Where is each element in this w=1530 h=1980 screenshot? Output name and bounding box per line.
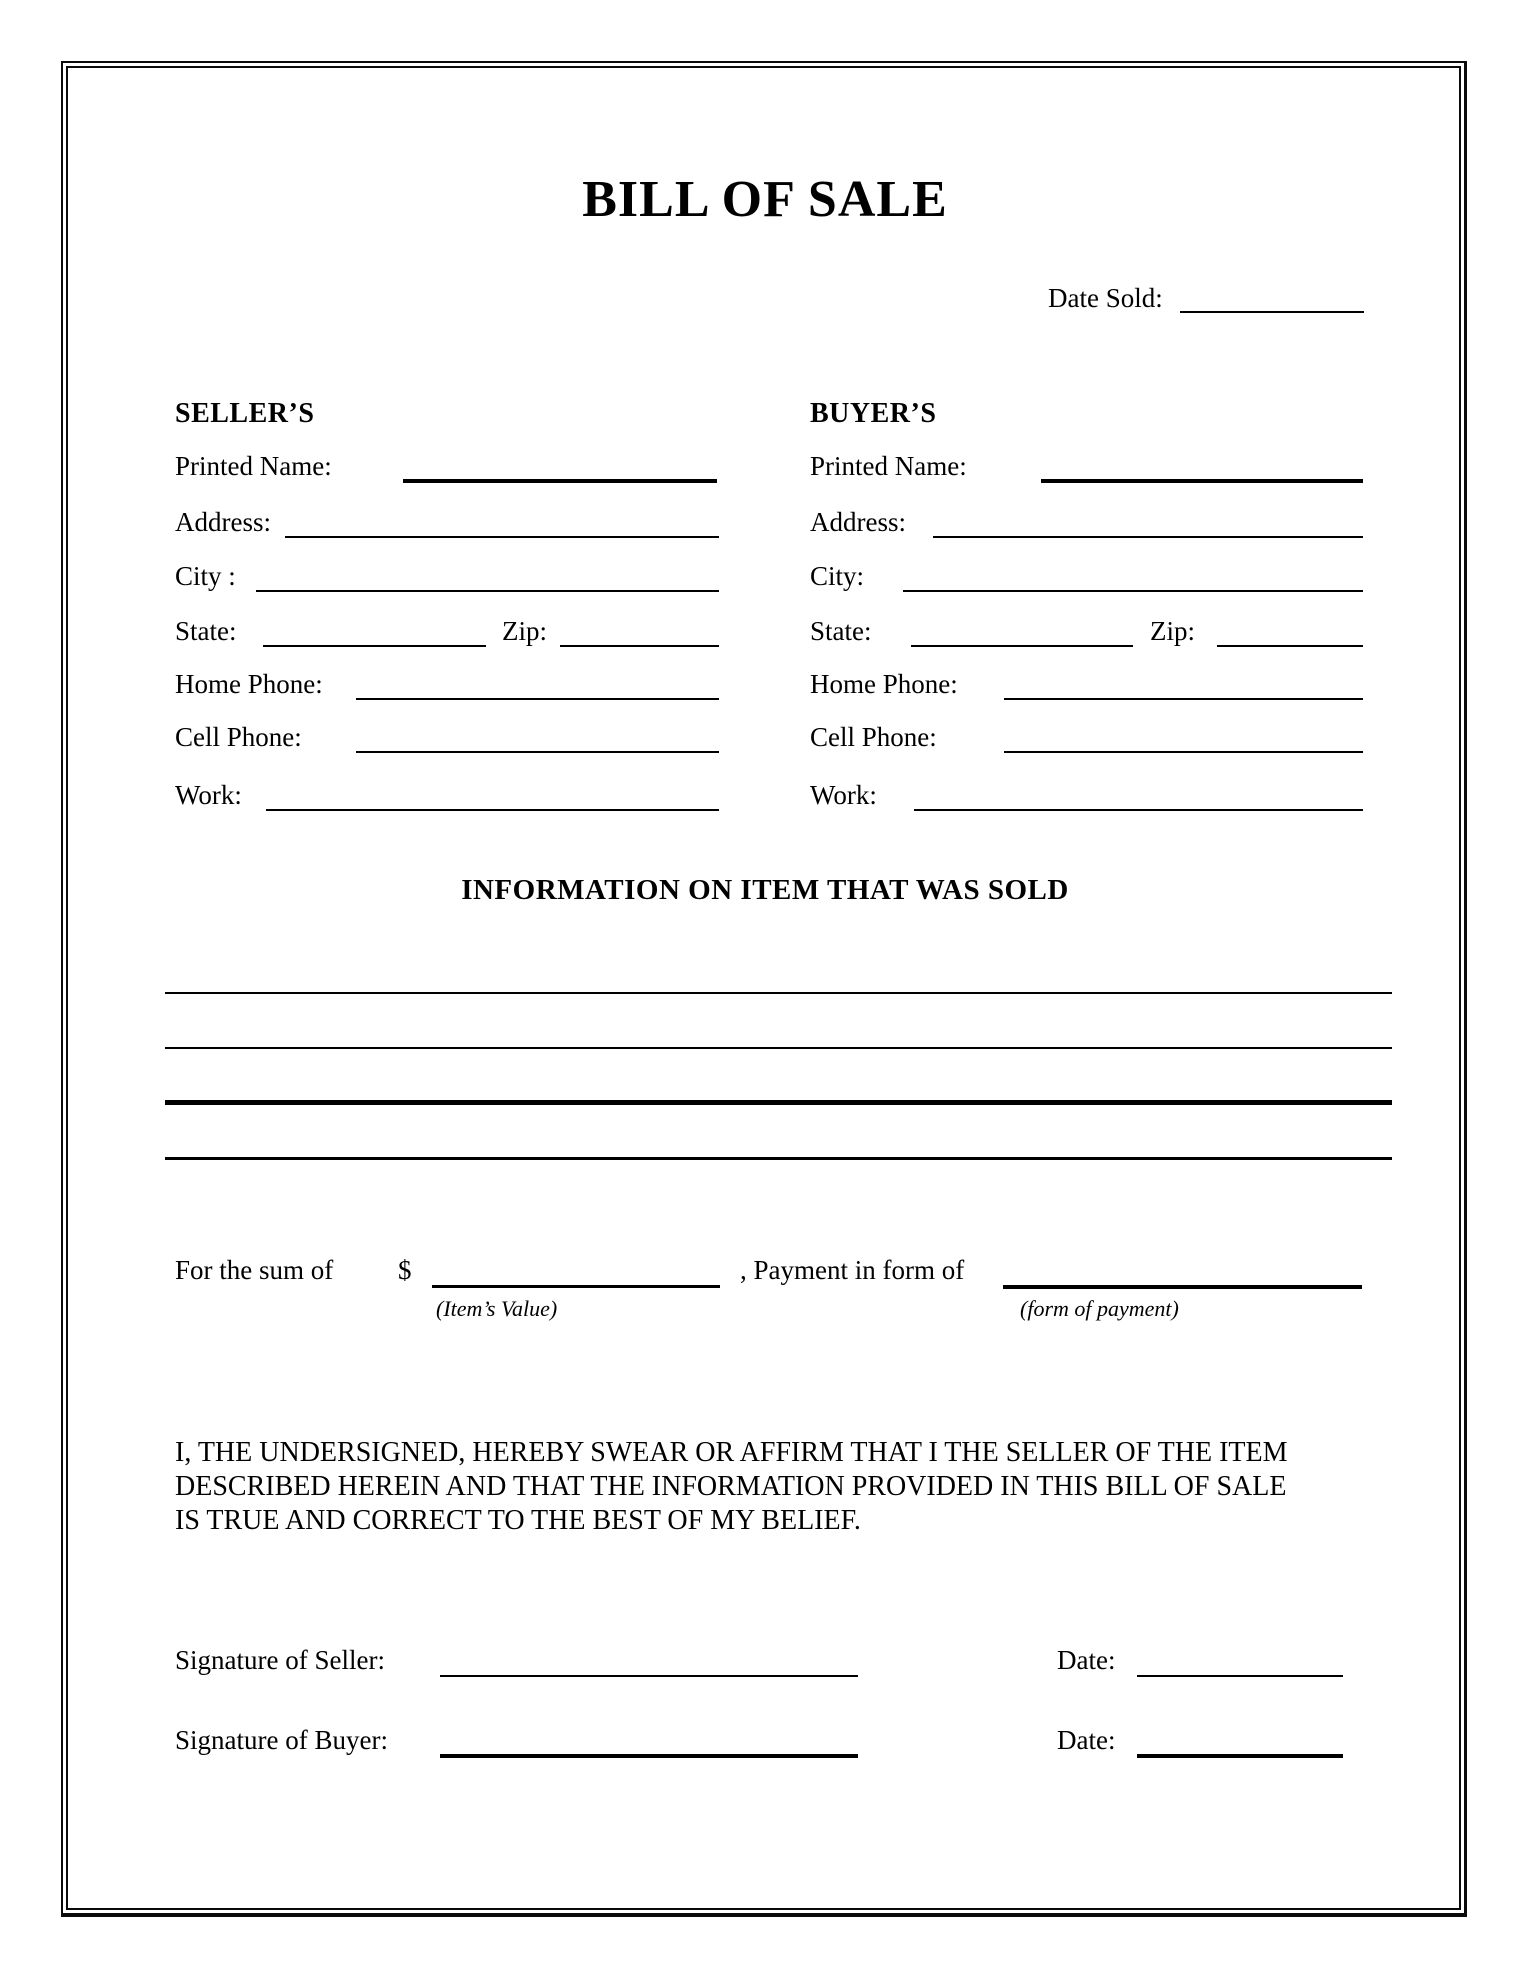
buyer-state-label: State: <box>810 616 872 646</box>
seller-signature-date-field[interactable] <box>1137 1675 1343 1677</box>
item-value-caption: (Item’s Value) <box>436 1296 558 1321</box>
page-title: BILL OF SALE <box>582 171 948 228</box>
buyer-zip-field[interactable] <box>1217 645 1363 647</box>
item-value-field[interactable] <box>432 1285 720 1288</box>
seller-printed-name-field[interactable] <box>403 479 717 483</box>
seller-work-field[interactable] <box>266 809 719 811</box>
buyer-signature-field[interactable] <box>440 1754 858 1758</box>
seller-address-field[interactable] <box>285 536 719 538</box>
date-sold-label: Date Sold: <box>1048 283 1163 313</box>
buyer-work-label: Work: <box>810 780 877 810</box>
seller-address-label: Address: <box>175 507 271 537</box>
payment-form-caption: (form of payment) <box>1020 1296 1179 1321</box>
seller-city-field[interactable] <box>256 590 719 592</box>
seller-zip-field[interactable] <box>560 645 719 647</box>
date-sold-field[interactable] <box>1180 311 1364 313</box>
buyer-signature-date-label: Date: <box>1057 1725 1116 1755</box>
buyer-address-field[interactable] <box>933 536 1363 538</box>
buyer-work-field[interactable] <box>914 809 1363 811</box>
buyer-home-phone-label: Home Phone: <box>810 669 958 699</box>
item-description-line-3[interactable] <box>165 1100 1392 1105</box>
seller-signature-label: Signature of Seller: <box>175 1645 385 1675</box>
item-section-heading: INFORMATION ON ITEM THAT WAS SOLD <box>461 874 1069 906</box>
payment-form-label: , Payment in form of <box>740 1255 965 1285</box>
seller-zip-label: Zip: <box>502 616 547 646</box>
seller-printed-name-label: Printed Name: <box>175 451 332 481</box>
seller-city-label: City : <box>175 561 236 591</box>
seller-home-phone-field[interactable] <box>356 698 719 700</box>
seller-section-heading: SELLER’S <box>175 398 315 429</box>
seller-home-phone-label: Home Phone: <box>175 669 323 699</box>
seller-work-label: Work: <box>175 780 242 810</box>
item-description-line-2[interactable] <box>165 1047 1392 1049</box>
buyer-city-field[interactable] <box>903 590 1363 592</box>
seller-signature-field[interactable] <box>440 1675 858 1677</box>
buyer-state-field[interactable] <box>911 645 1133 647</box>
buyer-printed-name-label: Printed Name: <box>810 451 967 481</box>
buyer-home-phone-field[interactable] <box>1004 698 1363 700</box>
buyer-printed-name-field[interactable] <box>1041 479 1363 483</box>
buyer-signature-date-field[interactable] <box>1137 1754 1343 1758</box>
buyer-zip-label: Zip: <box>1150 616 1195 646</box>
buyer-cell-phone-label: Cell Phone: <box>810 722 937 752</box>
page-border <box>61 61 1467 1917</box>
affidavit-text: I, THE UNDERSIGNED, HEREBY SWEAR OR AFFIRM THAT I THE SELLER OF THE ITEM DESCRIBED HEREIN AND THAT THE INFORMATION PROVIDED IN THIS BILL OF SALE IS TRUE AND CORRECT TO THE BEST OF MY BELIEF. <box>175 1437 1288 1536</box>
sum-lead-label: For the sum of <box>175 1255 334 1285</box>
item-description-line-1[interactable] <box>165 992 1392 994</box>
seller-cell-phone-label: Cell Phone: <box>175 722 302 752</box>
buyer-city-label: City: <box>810 561 865 591</box>
seller-state-label: State: <box>175 616 237 646</box>
seller-cell-phone-field[interactable] <box>356 751 719 753</box>
currency-symbol: $ <box>398 1255 412 1285</box>
item-description-line-4[interactable] <box>165 1157 1392 1160</box>
payment-form-field[interactable] <box>1003 1285 1362 1289</box>
buyer-signature-label: Signature of Buyer: <box>175 1725 388 1755</box>
seller-signature-date-label: Date: <box>1057 1645 1116 1675</box>
buyer-section-heading: BUYER’S <box>810 398 937 429</box>
buyer-address-label: Address: <box>810 507 906 537</box>
buyer-cell-phone-field[interactable] <box>1004 751 1363 753</box>
seller-state-field[interactable] <box>263 645 486 647</box>
